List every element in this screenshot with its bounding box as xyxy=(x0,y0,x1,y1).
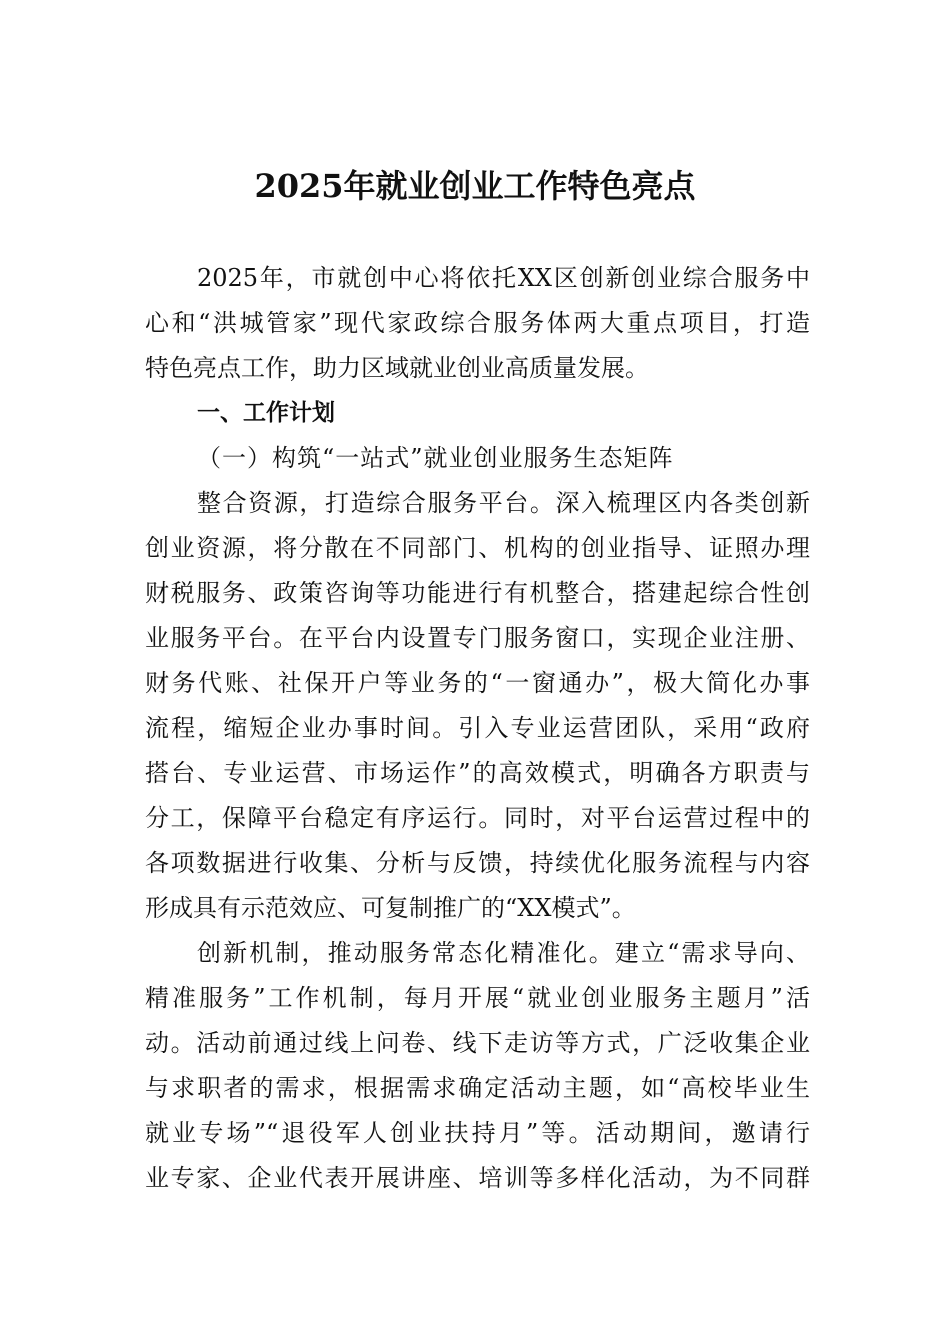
paragraph-line: 整合资源，打造综合服务平台。深入梳理区内各类创新 xyxy=(197,489,810,517)
paragraph-line: 财税服务、政策咨询等功能进行有机整合，搭建起综合性创 xyxy=(145,579,810,607)
paragraph-line: 搭台、专业运营、市场运作”的高效模式，明确各方职责与 xyxy=(145,759,810,787)
paragraph-line: 业服务平台。在平台内设置专门服务窗口，实现企业注册、 xyxy=(145,624,810,652)
document-body xyxy=(145,256,810,1201)
paragraph-line: 创业资源，将分散在不同部门、机构的创业指导、证照办理 xyxy=(145,534,810,562)
paragraph-line: 就业专场”“退役军人创业扶持月”等。活动期间，邀请行 xyxy=(145,1119,810,1147)
paragraph-line: 分工，保障平台稳定有序运行。同时，对平台运营过程中的 xyxy=(145,804,810,832)
paragraph-line: 各项数据进行收集、分析与反馈，持续优化服务流程与内容 xyxy=(145,849,810,877)
section-heading: 一、工作计划 xyxy=(197,400,335,426)
document-title: 2025年就业创业工作特色亮点 xyxy=(254,167,696,205)
paragraph-line: 特色亮点工作，助力区域就业创业高质量发展。 xyxy=(145,354,649,382)
paragraph-line: 形成具有示范效应、可复制推广的“XX模式”。 xyxy=(145,894,636,922)
paragraph-line: 财务代账、社保开户等业务的“一窗通办”，极大简化办事 xyxy=(145,669,810,697)
paragraph-line: 业专家、企业代表开展讲座、培训等多样化活动，为不同群 xyxy=(145,1164,810,1192)
paragraph-line: 精准服务”工作机制，每月开展“就业创业服务主题月”活 xyxy=(145,984,810,1012)
paragraph-line: 动。活动前通过线上问卷、线下走访等方式，广泛收集企业 xyxy=(145,1029,810,1057)
paragraph-line: 创新机制，推动服务常态化精准化。建立“需求导向、 xyxy=(197,939,810,967)
paragraph-line: 流程，缩短企业办事时间。引入专业运营团队，采用“政府 xyxy=(145,714,810,742)
paragraph-line: 2025年，市就创中心将依托XX区创新创业综合服务中 xyxy=(197,264,810,292)
subsection-heading: （一）构筑“一站式”就业创业服务生态矩阵 xyxy=(197,444,674,472)
paragraph-line: 与求职者的需求，根据需求确定活动主题，如“高校毕业生 xyxy=(145,1074,810,1102)
paragraph-line: 心和“洪城管家”现代家政综合服务体两大重点项目，打造 xyxy=(145,309,810,337)
